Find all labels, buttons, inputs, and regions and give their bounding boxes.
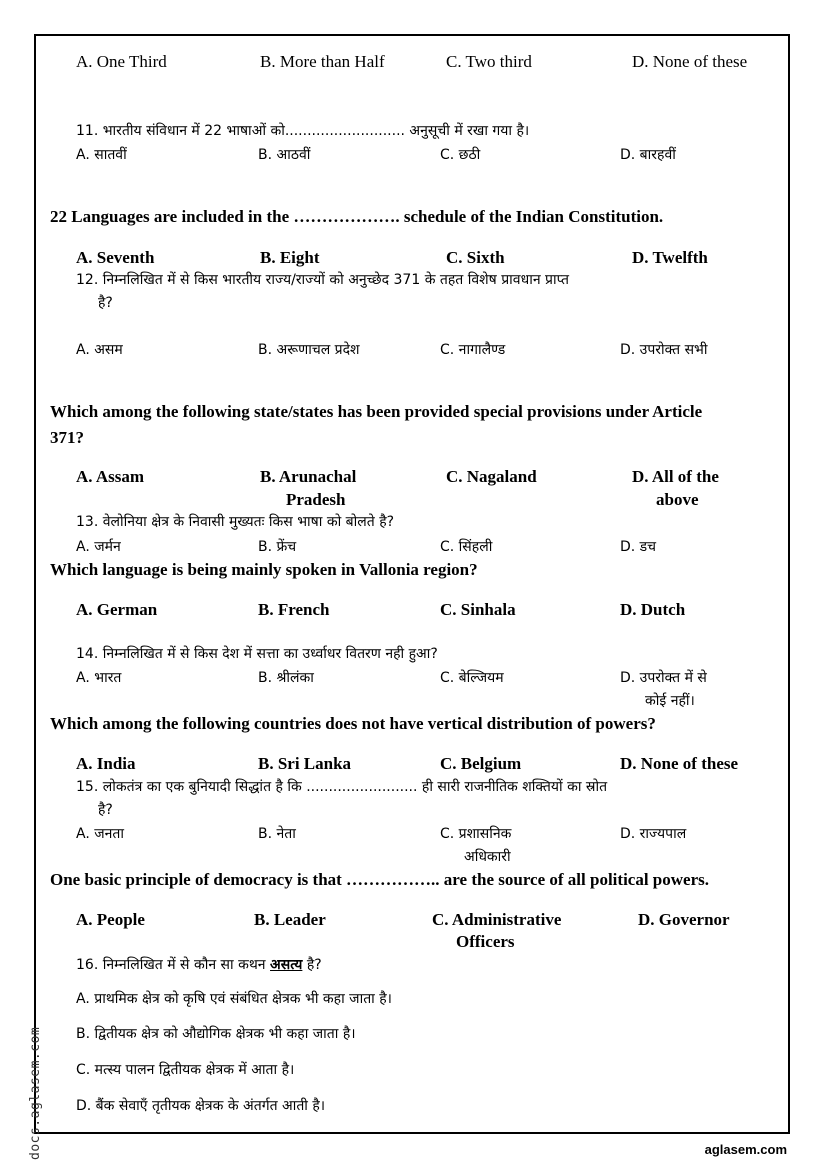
q12-en-opt-b-line2: Pradesh xyxy=(286,490,346,509)
q12-hindi-line1: 12. निम्नलिखित में से किस भारतीय राज्य/राज्यों को अनुच्छेद 371 के तहत विशेष प्रावधान प्राप्त xyxy=(76,272,569,288)
q16-opt-d: D. बैंक सेवाएँ तृतीयक क्षेत्रक के अंतर्गत आती है। xyxy=(76,1098,326,1114)
q15-hi-opt-c-line2: अधिकारी xyxy=(464,849,511,865)
q16-hindi xyxy=(76,955,322,974)
q12-hi-opt-a: A. असम xyxy=(76,342,123,358)
q15-en-opt-d: D. Governor xyxy=(638,910,730,929)
q12-english-line1: Which among the following state/states has been provided special provisions under Article xyxy=(50,402,703,421)
q12-en-opt-d-line2: above xyxy=(656,490,699,509)
option-d: D. None of these xyxy=(632,52,748,71)
q13-en-opt-d: D. Dutch xyxy=(620,600,686,619)
q14-en-opt-d: D. None of these xyxy=(620,754,739,773)
q15-en-opt-b: B. Leader xyxy=(254,910,326,929)
q11-en-opt-a: A. Seventh xyxy=(76,248,155,267)
q13-en-opt-c: C. Sinhala xyxy=(440,600,516,619)
q11-en-opt-c: C. Sixth xyxy=(446,248,505,267)
q13-hi-opt-d: D. डच xyxy=(620,539,657,555)
q13-en-opt-b: B. French xyxy=(258,600,330,619)
q15-en-opt-c-line1: C. Administrative xyxy=(432,910,562,929)
q15-en-opt-a: A. People xyxy=(76,910,145,929)
q15-hi-opt-d: D. राज्यपाल xyxy=(620,826,687,842)
q13-en-opt-a: A. German xyxy=(76,600,158,619)
q13-hi-opt-c: C. सिंहली xyxy=(440,539,493,555)
q11-en-opt-b: B. Eight xyxy=(260,248,320,267)
q14-english: Which among the following countries does not have vertical distribution of powers? xyxy=(50,714,656,733)
q11-hi-opt-a: A. सातवीं xyxy=(76,147,127,163)
q12-en-opt-b-line1: B. Arunachal xyxy=(260,467,357,486)
option-c: C. Two third xyxy=(446,52,532,71)
q12-en-opt-d-line1: D. All of the xyxy=(632,467,719,486)
q13-hindi: 13. वेलोनिया क्षेत्र के निवासी मुख्यतः किस भाषा को बोलते है? xyxy=(76,514,395,530)
q11-hi-opt-b: B. आठवीं xyxy=(258,147,311,163)
q16-hindi-keyword: असत्य xyxy=(270,957,303,973)
q13-hi-opt-a: A. जर्मन xyxy=(76,539,121,555)
q14-hindi: 14. निम्नलिखित में से किस देश में सत्ता का उर्ध्वाधर वितरण नही हुआ? xyxy=(76,646,438,662)
q12-hi-opt-b: B. अरूणाचल प्रदेश xyxy=(258,342,360,358)
q14-hi-opt-d-line1: D. उपरोक्त में से xyxy=(620,670,707,686)
q14-hi-opt-c: C. बेल्जियम xyxy=(440,670,504,686)
q11-english: 22 Languages are included in the ………………. schedule of the Indian Constitution. xyxy=(50,207,664,226)
q15-english: One basic principle of democracy is that …………….. are the source of all political powers. xyxy=(50,870,709,889)
q15-hi-opt-c-line1: C. प्रशासनिक xyxy=(440,826,512,842)
q16-hindi-suffix: है? xyxy=(302,957,322,973)
q14-hi-opt-d-line2: कोई नहीं। xyxy=(645,693,695,709)
side-watermark: docs.aglasem.com xyxy=(28,1026,43,1160)
option-a: A. One Third xyxy=(76,52,167,71)
q15-hi-opt-b: B. नेता xyxy=(258,826,296,842)
q14-en-opt-a: A. India xyxy=(76,754,136,773)
q14-hi-opt-a: A. भारत xyxy=(76,670,122,686)
q14-en-opt-b: B. Sri Lanka xyxy=(258,754,352,773)
q15-en-opt-c-line2: Officers xyxy=(456,932,515,951)
q11-hi-opt-d: D. बारहवीं xyxy=(620,147,676,163)
q11-en-opt-d: D. Twelfth xyxy=(632,248,708,267)
option-b: B. More than Half xyxy=(260,52,385,71)
q11-hi-opt-c: C. छठी xyxy=(440,147,481,163)
q13-hi-opt-b: B. फ्रेंच xyxy=(258,539,297,555)
footer-site[interactable]: aglasem.com xyxy=(704,1142,787,1157)
q15-hindi-line1: 15. लोकतंत्र का एक बुनियादी सिद्धांत है कि ......................... ही सारी राजनीतिक शक्तियों का स्रोत xyxy=(76,779,608,795)
q12-hindi-line2: है? xyxy=(98,295,113,311)
q11-hindi: 11. भारतीय संविधान में 22 भाषाओं को........................... अनुसूची में रखा गया है। xyxy=(76,123,530,139)
q14-en-opt-c: C. Belgium xyxy=(440,754,522,773)
q13-english: Which language is being mainly spoken in Vallonia region? xyxy=(50,560,478,579)
q15-hi-opt-a: A. जनता xyxy=(76,826,124,842)
q12-hi-opt-d: D. उपरोक्त सभी xyxy=(620,342,708,358)
q16-hindi-prefix: 16. निम्नलिखित में से कौन सा कथन xyxy=(76,957,271,973)
q12-en-opt-a: A. Assam xyxy=(76,467,145,486)
q15-hindi-line2: है? xyxy=(98,802,113,818)
q14-hi-opt-b: B. श्रीलंका xyxy=(258,670,314,686)
q16-opt-c: C. मत्स्य पालन द्वितीयक क्षेत्रक में आता है। xyxy=(76,1062,295,1078)
q12-english-line2: 371? xyxy=(50,428,84,447)
q16-opt-a: A. प्राथमिक क्षेत्र को कृषि एवं संबंधित क्षेत्रक भी कहा जाता है। xyxy=(76,991,392,1007)
q16-opt-b: B. द्वितीयक क्षेत्र को औद्योगिक क्षेत्रक भी कहा जाता है। xyxy=(76,1026,356,1042)
q12-hi-opt-c: C. नागालैण्ड xyxy=(440,342,506,358)
q12-en-opt-c: C. Nagaland xyxy=(446,467,537,486)
